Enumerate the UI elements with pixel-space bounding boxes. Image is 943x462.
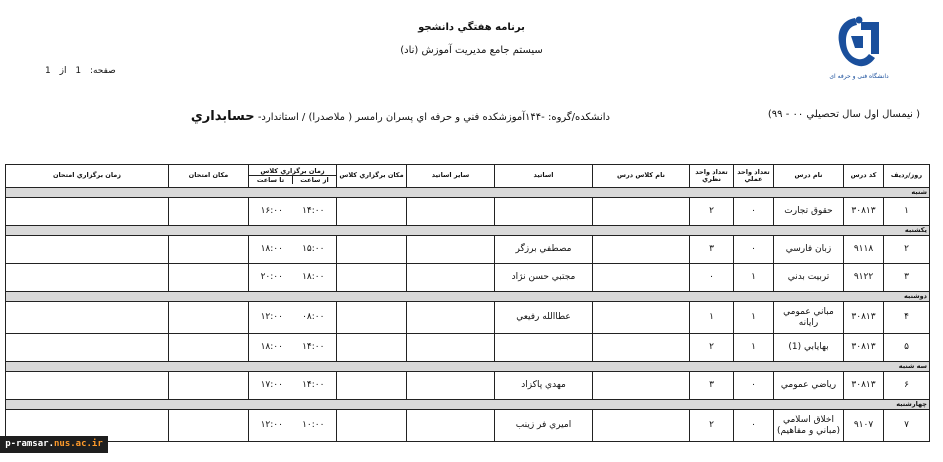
cell-row: ۶ — [884, 372, 930, 400]
cell-theory: ۲ — [690, 334, 734, 362]
col-class-time — [249, 165, 337, 188]
day-label: شنبه — [6, 188, 930, 198]
col-other-professors: ساير اساتيد — [407, 165, 495, 188]
cell-to: ۱۶:۰۰ — [260, 206, 283, 217]
cell-class — [593, 198, 690, 226]
cell-name: اخلاق اسلامي (مباني و مفاهيم) — [774, 410, 844, 442]
day-label: دوشنبه — [6, 292, 930, 302]
cell-exam-time — [6, 264, 169, 292]
nus-logo-icon — [829, 14, 889, 84]
cell-professor — [495, 334, 593, 362]
cell-to: ۱۸:۰۰ — [260, 244, 283, 255]
table-row — [6, 334, 930, 362]
cell-other-professor — [407, 410, 495, 442]
cell-class — [593, 236, 690, 264]
cell-location — [337, 198, 407, 226]
cell-from: ۱۰:۰۰ — [302, 420, 325, 431]
day-label: سه شنبه — [6, 362, 930, 372]
cell-row: ۷ — [884, 410, 930, 442]
cell-time — [249, 372, 337, 400]
page-current: 1 — [75, 66, 82, 76]
cell-location — [337, 372, 407, 400]
cell-class — [593, 302, 690, 334]
cell-class — [593, 334, 690, 362]
cell-time — [249, 198, 337, 226]
cell-professor — [495, 198, 593, 226]
cell-theory: ۳ — [690, 236, 734, 264]
day-row-tue — [6, 362, 930, 372]
site-watermark — [0, 436, 108, 453]
cell-exam-location — [169, 302, 249, 334]
cell-practical: ۰ — [734, 372, 774, 400]
cell-time — [249, 302, 337, 334]
watermark-prefix: p-ramsar. — [5, 439, 54, 449]
cell-row: ۲ — [884, 236, 930, 264]
col-class-name: نام کلاس درس — [593, 165, 690, 188]
cell-practical: ۱ — [734, 302, 774, 334]
table-header-row — [6, 165, 930, 188]
cell-from: ۱۴:۰۰ — [302, 380, 325, 391]
page-total: 1 — [45, 66, 51, 76]
page-title: برنامه هفتگي دانشجو — [418, 22, 525, 33]
day-row-sat — [6, 188, 930, 198]
cell-time — [249, 334, 337, 362]
cell-from: ۰۸:۰۰ — [302, 312, 325, 323]
cell-exam-time — [6, 302, 169, 334]
cell-professor: مصطفي برزگر — [495, 236, 593, 264]
cell-exam-time — [6, 334, 169, 362]
col-exam-location: مکان امتحان — [169, 165, 249, 188]
cell-from: ۱۵:۰۰ — [302, 244, 325, 255]
page-label: صفحه: — [89, 66, 116, 76]
cell-exam-location — [169, 334, 249, 362]
col-units-theory: تعداد واحد نظري — [690, 165, 734, 188]
cell-code: ۳۰۸۱۳ — [844, 372, 884, 400]
cell-theory: ۰ — [690, 264, 734, 292]
cell-practical: ۱ — [734, 334, 774, 362]
cell-code: ۳۰۸۱۳ — [844, 334, 884, 362]
col-from-hour: از ساعت — [292, 176, 336, 184]
cell-professor: مهدي پاکزاد — [495, 372, 593, 400]
cell-code: ۳۰۸۱۳ — [844, 198, 884, 226]
cell-time — [249, 236, 337, 264]
day-label: يکشنبه — [6, 226, 930, 236]
cell-location — [337, 302, 407, 334]
cell-name: تربيت بدني — [774, 264, 844, 292]
cell-code: ۹۱۲۲ — [844, 264, 884, 292]
cell-location — [337, 334, 407, 362]
cell-professor: عطاالله رفيعي — [495, 302, 593, 334]
col-row-day: روز/رديف — [884, 165, 930, 188]
table-row — [6, 264, 930, 292]
cell-row: ۵ — [884, 334, 930, 362]
cell-class — [593, 264, 690, 292]
cell-exam-location — [169, 264, 249, 292]
table-row — [6, 236, 930, 264]
cell-location — [337, 410, 407, 442]
cell-exam-location — [169, 372, 249, 400]
faculty-label — [191, 109, 610, 124]
term-label: ( نيمسال اول سال تحصيلي ۰۰ - ۹۹) — [767, 109, 920, 120]
schedule-table — [5, 164, 930, 442]
table-row — [6, 410, 930, 442]
cell-name: رياضي عمومي — [774, 372, 844, 400]
col-exam-time: زمان برگزاري امتحان — [6, 165, 169, 188]
cell-exam-location — [169, 198, 249, 226]
cell-theory: ۲ — [690, 410, 734, 442]
faculty-prefix: دانشکده/گروه: -۱۴۴آموزشکده فني و حرفه اي پسران رامسر ( ملاصدرا) / استاندارد- — [257, 112, 610, 123]
cell-theory: ۲ — [690, 198, 734, 226]
page-of: از — [59, 66, 67, 76]
cell-name: مباني عمومي رايانه — [774, 302, 844, 334]
cell-exam-location — [169, 410, 249, 442]
cell-name: زبان فارسي — [774, 236, 844, 264]
col-units-practical: تعداد واحد عملي — [734, 165, 774, 188]
cell-practical: ۱ — [734, 264, 774, 292]
cell-time — [249, 264, 337, 292]
cell-exam-location — [169, 236, 249, 264]
cell-other-professor — [407, 334, 495, 362]
table-row — [6, 198, 930, 226]
table-row — [6, 302, 930, 334]
day-row-mon — [6, 292, 930, 302]
cell-row: ۴ — [884, 302, 930, 334]
cell-code: ۹۱۱۸ — [844, 236, 884, 264]
watermark-domain: nus.ac.ir — [54, 439, 103, 449]
cell-professor: مجتبي حسن نژاد — [495, 264, 593, 292]
cell-location — [337, 236, 407, 264]
cell-code: ۹۱۰۷ — [844, 410, 884, 442]
cell-exam-time — [6, 236, 169, 264]
cell-code: ۳۰۸۱۳ — [844, 302, 884, 334]
page-subtitle: سيستم جامع مديريت آموزش (ناد) — [400, 45, 543, 56]
cell-other-professor — [407, 236, 495, 264]
cell-to: ۱۸:۰۰ — [260, 342, 283, 353]
col-class-location: مکان برگزاري کلاس — [337, 165, 407, 188]
cell-practical: ۰ — [734, 198, 774, 226]
cell-row: ۳ — [884, 264, 930, 292]
cell-location — [337, 264, 407, 292]
semester-info — [190, 107, 920, 127]
cell-professor: اميري فر زينب — [495, 410, 593, 442]
day-label: چهارشنبه — [6, 400, 930, 410]
col-professors: اساتيد — [495, 165, 593, 188]
cell-name: بهايابي (1) — [774, 334, 844, 362]
logo-text: دانشگاه فنی و حرفه ای — [829, 73, 889, 80]
table-row — [6, 372, 930, 400]
cell-other-professor — [407, 198, 495, 226]
cell-row: ۱ — [884, 198, 930, 226]
col-code: کد درس — [844, 165, 884, 188]
cell-to: ۲۰:۰۰ — [260, 272, 283, 283]
cell-theory: ۳ — [690, 372, 734, 400]
faculty-major: حسابداري — [190, 109, 255, 124]
cell-exam-time — [6, 372, 169, 400]
day-row-sun — [6, 226, 930, 236]
cell-other-professor — [407, 372, 495, 400]
cell-time — [249, 410, 337, 442]
cell-name: حقوق تجارت — [774, 198, 844, 226]
col-to-hour: تا ساعت — [256, 176, 285, 184]
col-name: نام درس — [774, 165, 844, 188]
cell-exam-time — [6, 198, 169, 226]
cell-class — [593, 372, 690, 400]
cell-other-professor — [407, 302, 495, 334]
cell-practical: ۰ — [734, 236, 774, 264]
cell-theory: ۱ — [690, 302, 734, 334]
cell-other-professor — [407, 264, 495, 292]
cell-to: ۱۷:۰۰ — [260, 380, 283, 391]
page-number — [42, 66, 119, 76]
cell-practical: ۰ — [734, 410, 774, 442]
day-row-wed — [6, 400, 930, 410]
cell-from: ۱۴:۰۰ — [302, 206, 325, 217]
cell-from: ۱۸:۰۰ — [302, 272, 325, 283]
class-time-title: زمان برگزاري کلاس — [260, 166, 325, 175]
cell-from: ۱۴:۰۰ — [302, 342, 325, 353]
cell-class — [593, 410, 690, 442]
cell-to: ۱۲:۰۰ — [260, 312, 283, 323]
cell-to: ۱۲:۰۰ — [260, 420, 283, 431]
